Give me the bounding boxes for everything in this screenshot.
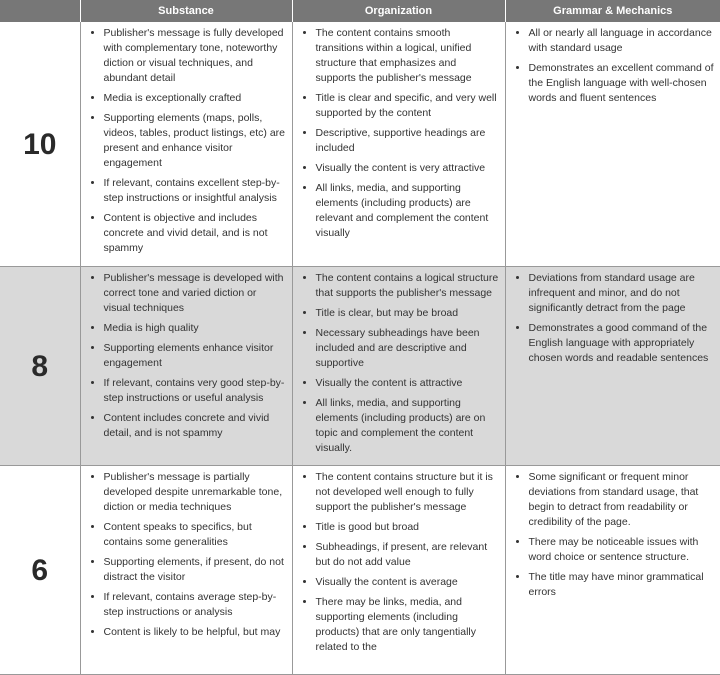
criteria-list — [87, 271, 286, 441]
header-row — [0, 0, 720, 22]
criterion-item: • All links, media, and supporting elements (including products) are relevant and complement the content visually — [316, 181, 499, 241]
criterion-item: • Publisher's message is partially developed despite unremarkable tone, diction or media techniques — [104, 470, 286, 515]
header-substance: Substance — [80, 0, 292, 22]
criterion-item: • Publisher's message is developed with correct tone and varied diction or visual techniques — [104, 271, 286, 316]
criterion-item: • If relevant, contains average step-by-step instructions or analysis — [104, 590, 286, 620]
score-cell: 10 — [0, 22, 80, 267]
criterion-item: • Demonstrates an excellent command of the English language with well-chosen words and fluent sentences — [529, 61, 715, 106]
organization-cell — [292, 22, 505, 267]
criterion-item: • Supporting elements, if present, do not distract the visitor — [104, 555, 286, 585]
criterion-item: • All or nearly all language in accordance with standard usage — [529, 26, 715, 56]
criteria-list — [299, 271, 499, 456]
criteria-list — [299, 26, 499, 241]
criterion-item: • Visually the content is average — [316, 575, 499, 590]
criterion-item: • Deviations from standard usage are infrequent and minor, and do not significantly detract from the page — [529, 271, 715, 316]
substance-cell — [80, 22, 292, 267]
criterion-item: • Descriptive, supportive headings are included — [316, 126, 499, 156]
criteria-list — [299, 470, 499, 655]
header-organization: Organization — [292, 0, 505, 22]
criteria-list — [87, 470, 286, 640]
criterion-item: • Content is objective and includes concrete and vivid detail, and is not spammy — [104, 211, 286, 256]
criterion-item: • All links, media, and supporting elements (including products) are on topic and complement the content visually. — [316, 396, 499, 456]
criteria-list — [512, 271, 715, 366]
criterion-item: • Title is clear, but may be broad — [316, 306, 499, 321]
rubric-row-8 — [0, 267, 720, 466]
substance-cell — [80, 267, 292, 466]
grammar-cell — [505, 466, 720, 675]
criterion-item: • If relevant, contains excellent step-by-step instructions or insightful analysis — [104, 176, 286, 206]
criteria-list — [512, 26, 715, 106]
criterion-item: • The title may have minor grammatical errors — [529, 570, 715, 600]
criterion-item: • The content contains structure but it is not developed well enough to fully support the publisher's message — [316, 470, 499, 515]
criterion-item: • The content contains smooth transitions within a logical, unified structure that emphasizes and supports the publisher's message — [316, 26, 499, 86]
criterion-item: • Demonstrates a good command of the English language with appropriately chosen words and readable sentences — [529, 321, 715, 366]
header-grammar: Grammar & Mechanics — [505, 0, 720, 22]
criterion-item: • Content is likely to be helpful, but may — [104, 625, 286, 640]
criterion-item: • Some significant or frequent minor deviations from standard usage, that begin to detract from readability or credibility of the page. — [529, 470, 715, 530]
criterion-item: • Supporting elements (maps, polls, videos, tables, product listings, etc) are present and enhance visitor engagement — [104, 111, 286, 171]
score-cell: 6 — [0, 466, 80, 675]
criterion-item: • Content speaks to specifics, but contains some generalities — [104, 520, 286, 550]
grammar-cell — [505, 22, 720, 267]
substance-cell — [80, 466, 292, 675]
criterion-item: • Visually the content is attractive — [316, 376, 499, 391]
criterion-item: • The content contains a logical structure that supports the publisher's message — [316, 271, 499, 301]
criteria-list — [512, 470, 715, 600]
criterion-item: • Necessary subheadings have been included and are descriptive and supportive — [316, 326, 499, 371]
rubric-row-10 — [0, 22, 720, 267]
criterion-item: • Title is clear and specific, and very well supported by the content — [316, 91, 499, 121]
score-cell: 8 — [0, 267, 80, 466]
criterion-item: • Visually the content is very attractive — [316, 161, 499, 176]
criterion-item: • Title is good but broad — [316, 520, 499, 535]
criterion-item: • Supporting elements enhance visitor engagement — [104, 341, 286, 371]
criterion-item: • Media is exceptionally crafted — [104, 91, 286, 106]
grammar-cell — [505, 267, 720, 466]
header-score — [0, 0, 80, 22]
criterion-item: • Media is high quality — [104, 321, 286, 336]
organization-cell — [292, 466, 505, 675]
criterion-item: • There may be noticeable issues with word choice or sentence structure. — [529, 535, 715, 565]
rubric-row-6 — [0, 466, 720, 675]
criteria-list — [87, 26, 286, 256]
criterion-item: • If relevant, contains very good step-by-step instructions or useful analysis — [104, 376, 286, 406]
criterion-item: • Subheadings, if present, are relevant but do not add value — [316, 540, 499, 570]
criterion-item: • Publisher's message is fully developed with complementary tone, noteworthy diction or visual techniques, and abundant detail — [104, 26, 286, 86]
organization-cell — [292, 267, 505, 466]
criterion-item: • There may be links, media, and supporting elements (including products) that are only tangentially related to the — [316, 595, 499, 655]
criterion-item: • Content includes concrete and vivid detail, and is not spammy — [104, 411, 286, 441]
